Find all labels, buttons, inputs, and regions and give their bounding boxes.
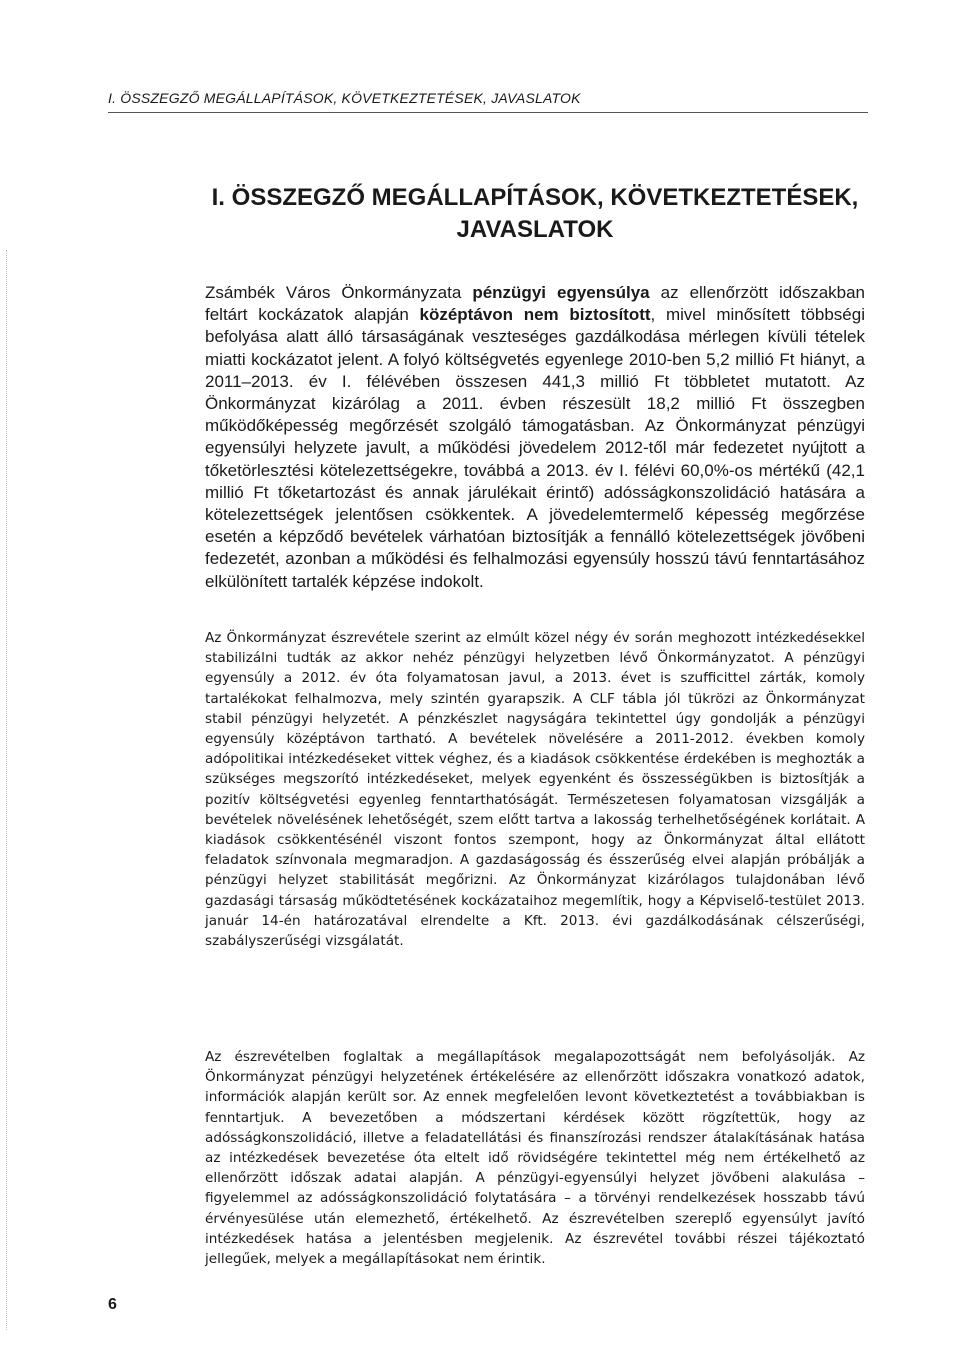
summary-text-1: Zsámbék Város Önkormányzata <box>205 283 473 302</box>
summary-text-3: , mivel minősített többségi befolyása alatt álló társaságának veszteséges gazdálkodása mérlegen kívüli tételek miatti kockázatot jelent. A folyó költségvetés egyenlege 2010-ben 5,2 millió Ft hiányt, a 2011–2013. év I. félévében összesen 441,3 millió Ft többletet mutatott. Az Önkormányzat kizárólag a 2011. évben részesült 18,2 millió Ft összegben működőképesség megőrzését szolgáló támogatásban. Az Önkormányzat pénzügyi egyensúlyi helyzete javult, a működési jövedelem 2012-től már fedezetet nyújtott a tőketörlesztési kötelezettségekre, továbbá a 2013. év I. félévi 60,0%-os mértékű (42,1 millió Ft tőketartozást és annak járulékait érintő) adósságkonszolidáció hatására a kötelezettségek jelentősen csökkentek. A jövedelemtermelő képesség megőrzése esetén a képződő bevételek várhatóan biztosítják a fennálló kötelezettségek jövőbeni fedezetét, azonban a működési és felhalmozási egyensúly hosszú távú fenntartásához elkülönített tartalék képzése indokolt. <box>205 305 865 591</box>
summary-bold-2: középtávon nem biztosított <box>419 305 651 325</box>
municipality-comment-paragraph: Az Önkormányzat észrevétele szerint az elmúlt közel négy év során meghozott intézkedésekkel stabilizálni tudták az akkor nehéz pénzügyi helyzetben lévő Önkormányzatot. A pénzügyi egyensúly a 2012. év óta folyamatosan javul, a 2013. évet is szufficittel zárták, komoly tartalékokat felhalmozva, mely szintén gyarapszik. A CLF tábla jól tükrözi az Önkormányzat stabil pénzügyi helyzetét. A pénzkészlet nagyságára tekintettel úgy gondolják a pénzügyi egyensúly középtávon tartható. A bevételek növelésére a 2011-2012. években komoly adópolitikai intézkedéseket vittek véghez, és a kiadások csökkentése érdekében is meghozták a szükséges megszorító intézkedéseket, melyek egyenként és összességükben is biztosítják a pozitív költségvetési egyenleg fenntarthatóságát. Természetesen folyamatosan vizsgálják a bevételek növelésének lehetőségét, szem előtt tartva a lakosság terhelhetőségének korlátait. A kiadások csökkentésénél viszont fontos szempont, hogy az Önkormányzat által ellátott feladatok színvonala megmaradjon. A gazdaságosság és ésszerűség elvei alapján próbálják a pénzügyi helyzet stabilitását megőrizni. Az Önkormányzat kizárólagos tulajdonában lévő gazdasági társaság működtetésének kockázataihoz megemlítik, hogy a Képviselő-testület 2013. január 14-én határozatával elrendelte a Kft. 2013. évi gazdálkodásának célszerűségi, szabályszerűségi vizsgálatát. <box>205 630 865 950</box>
scan-margin-line <box>6 250 7 1330</box>
summary-paragraph <box>205 282 865 593</box>
page-number: 6 <box>108 1296 117 1313</box>
auditor-response-paragraph: Az észrevételben foglaltak a megállapítások megalapozottságát nem befolyásolják. Az Önkormányzat pénzügyi helyzetének értékelésére az ellenőrzött időszakra vonatkozó adatok, információk alapján került sor. Az ennek megfelelően levont következtetést a továbbiakban is fenntartjuk. A bevezetőben a módszertani kérdések között rögzítettük, hogy az adósságkonszolidáció, illetve a feladatellátási és finanszírozási rendszer átalakításának hatása az intézkedések bevezetése óta eltelt idő rövidségére tekintettel még nem értékelhető az ellenőrzött időszak adatai alapján. A pénzügyi-egyensúlyi helyzet jövőbeni alakulása – figyelemmel az adósságkonszolidáció folytatására – a törvényi rendelkezések hosszabb távú érvényesülése után elemezhető, értékelhető. Az észrevételben szereplő egyensúlyt javító intézkedések hatása a jelentésben megjelenik. Az észrevétel további részei tájékoztató jellegűek, melyek a megállapításokat nem érintik. <box>205 1049 865 1268</box>
summary-text-2: az ellenőrzött időszakban feltárt kockázatok alapján <box>205 283 866 325</box>
header-rule <box>108 112 868 113</box>
chapter-title: I. ÖSSZEGZŐ MEGÁLLAPÍTÁSOK, KÖVETKEZTETÉSEK, JAVASLATOK <box>211 184 859 243</box>
running-header: I. ÖSSZEGZŐ MEGÁLLAPÍTÁSOK, KÖVETKEZTETÉSEK, JAVASLATOK <box>108 90 581 106</box>
summary-bold-1: pénzügyi egyensúlya <box>472 283 650 302</box>
